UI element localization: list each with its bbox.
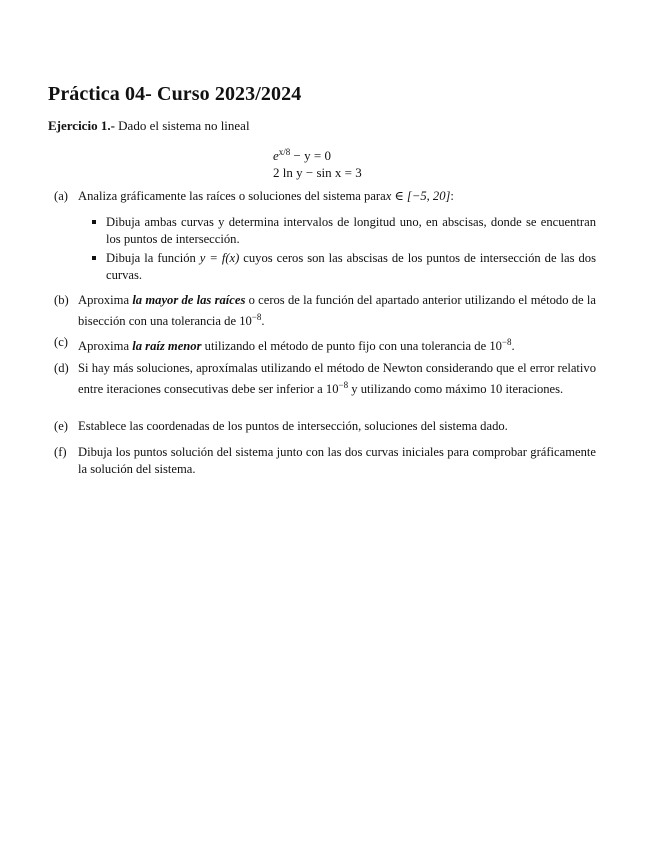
item-d-text bbox=[78, 360, 596, 397]
equation-1-exponent: x/8 bbox=[278, 147, 291, 157]
exercise-intro: Dado el sistema no lineal bbox=[118, 118, 250, 133]
page-title: Práctica 04- Curso 2023/2024 bbox=[48, 83, 302, 105]
bullet-2-text bbox=[106, 250, 596, 283]
item-b bbox=[54, 292, 596, 329]
item-f-marker: (f) bbox=[54, 445, 67, 459]
equation-1 bbox=[273, 144, 362, 164]
item-b-pre: Aproxima bbox=[78, 293, 133, 307]
item-c-text bbox=[78, 334, 596, 355]
item-d-tol-base: 10 bbox=[325, 381, 339, 396]
item-a-marker: (a) bbox=[54, 189, 68, 203]
item-a-bullet-2 bbox=[92, 250, 596, 283]
item-b-tol-exp: −8 bbox=[251, 311, 262, 322]
item-e bbox=[54, 418, 596, 435]
exercise-header bbox=[48, 118, 250, 134]
item-f-text: Dibuja los puntos solución del sistema junto con las dos curvas iniciales para comprobar gráficamente la solución del sistema. bbox=[78, 445, 596, 476]
equation-1-rest: − y = 0 bbox=[290, 148, 331, 163]
bullet-2-pre: Dibuja la función bbox=[106, 251, 200, 265]
item-c-marker: (c) bbox=[54, 335, 68, 349]
item-c-end: . bbox=[511, 339, 515, 353]
item-b-tol-base: 10 bbox=[239, 313, 252, 328]
equation-2: 2 ln y − sin x = 3 bbox=[273, 165, 362, 180]
item-c-tol-exp: −8 bbox=[501, 337, 512, 347]
item-e-marker: (e) bbox=[54, 419, 68, 433]
item-a-text-post: : bbox=[450, 189, 454, 203]
item-d-marker: (d) bbox=[54, 361, 69, 375]
item-a-text bbox=[78, 188, 596, 205]
item-f bbox=[54, 444, 596, 477]
bullet-2-post: cuyos ceros son las abscisas de los puntos de intersección de las dos curvas. bbox=[106, 251, 597, 282]
item-c-post: utilizando el método de punto fijo con una tolerancia de bbox=[201, 339, 490, 353]
item-c-tol-base: 10 bbox=[489, 339, 502, 353]
item-e-text: Establece las coordenadas de los puntos de intersección, soluciones del sistema dado. bbox=[78, 419, 508, 433]
item-c-emphasis: la raíz menor bbox=[132, 339, 202, 353]
item-b-emphasis: la mayor de las raíces bbox=[132, 293, 246, 307]
item-a-text-pre: Analiza gráficamente las raíces o soluciones del sistema para bbox=[78, 189, 386, 203]
item-d-tol-exp: −8 bbox=[338, 379, 349, 390]
item-b-end: . bbox=[261, 313, 265, 328]
bullet-1-text: Dibuja ambas curvas y determina intervalos de longitud uno, en abscisas, donde se encuentran los puntos de intersección. bbox=[106, 215, 596, 246]
equation-1-base: e bbox=[273, 148, 279, 163]
bullet-icon bbox=[92, 220, 96, 224]
item-a-interval: x ∈ [−5, 20] bbox=[385, 189, 451, 203]
bullet-2-math: y = f(x) bbox=[199, 251, 240, 265]
item-c bbox=[54, 334, 596, 355]
item-a-bullet-1 bbox=[92, 214, 596, 247]
equation-system bbox=[273, 144, 362, 181]
item-b-marker: (b) bbox=[54, 293, 69, 307]
item-d bbox=[54, 360, 596, 397]
exercise-label: Ejercicio 1.- bbox=[48, 118, 115, 133]
item-a bbox=[54, 188, 596, 205]
item-d-post: y utilizando como máximo 10 iteraciones. bbox=[348, 381, 564, 396]
item-d-pre: Si hay más soluciones, aproxímalas utilizando el método de Newton considerando que el error relativo entre iteraciones consecutivas debe ser inferior a bbox=[78, 361, 596, 396]
item-c-pre: Aproxima bbox=[78, 339, 133, 353]
item-b-post: o ceros de la función del apartado anterior utilizando el método de la bisección con una tolerancia de bbox=[78, 293, 596, 328]
item-b-text bbox=[78, 292, 596, 329]
bullet-icon bbox=[92, 256, 96, 260]
